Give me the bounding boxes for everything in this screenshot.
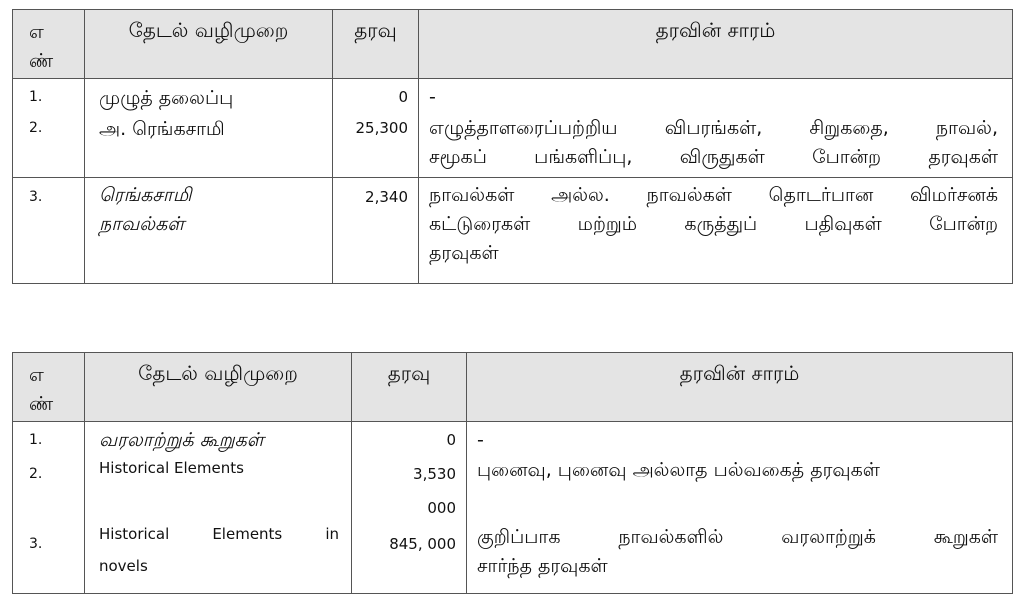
data-count: 000 bbox=[427, 499, 456, 517]
data-summary-line: தரவுகள் bbox=[429, 242, 499, 264]
row-number-cell bbox=[13, 178, 85, 284]
search-method-line: ரெங்கசாமி bbox=[99, 184, 192, 206]
data-count: 2,340 bbox=[365, 188, 408, 206]
search-method-line: novels bbox=[99, 557, 148, 575]
search-method-line: Historical Elements in bbox=[99, 525, 339, 543]
header-data: தரவு bbox=[333, 10, 419, 79]
header-search-method: தேடல் வழிமுறை bbox=[85, 353, 352, 422]
data-summary: - bbox=[429, 86, 436, 108]
header-number: எ ண் bbox=[13, 353, 85, 422]
data-summary: - bbox=[477, 429, 484, 451]
search-method-cell bbox=[85, 79, 333, 178]
data-summary-line: நாவல்கள் அல்ல. நாவல்கள் தொடர்பான விமர்சனக் bbox=[429, 184, 998, 206]
row-number: 1. bbox=[29, 432, 43, 448]
data-summary-line: கட்டுரைகள் மற்றும் கருத்துப் பதிவுகள் போன்ற bbox=[429, 213, 998, 235]
data-count: 0 bbox=[398, 88, 408, 106]
row-number: 3. bbox=[29, 189, 43, 205]
data-count-cell bbox=[333, 178, 419, 284]
search-method-cell bbox=[85, 178, 333, 284]
data-count: 845, 000 bbox=[389, 535, 456, 553]
search-method: Historical Elements bbox=[99, 459, 244, 477]
row-number-cell bbox=[13, 422, 85, 594]
row-number: 3. bbox=[29, 536, 43, 552]
table-header-row bbox=[13, 353, 1013, 422]
data-summary-cell bbox=[419, 178, 1013, 284]
search-method: முழுத் தலைப்பு bbox=[99, 87, 234, 109]
table-row bbox=[13, 422, 1013, 594]
data-count: 3,530 bbox=[413, 465, 456, 483]
table-row bbox=[13, 79, 1013, 178]
table-row bbox=[13, 178, 1013, 284]
data-summary-line: எழுத்தாளரைப்பற்றிய விபரங்கள், சிறுகதை, நாவல், bbox=[429, 117, 998, 139]
data-count: 0 bbox=[446, 431, 456, 449]
search-method: வரலாற்றுக் கூறுகள் bbox=[99, 429, 264, 451]
search-method-cell bbox=[85, 422, 352, 594]
search-results-table-1 bbox=[12, 9, 1013, 284]
row-number-cell bbox=[13, 79, 85, 178]
data-summary-line: குறிப்பாக நாவல்களில் வரலாற்றுக் கூறுகள் bbox=[477, 526, 998, 548]
row-number: 2. bbox=[29, 120, 43, 136]
header-data: தரவு bbox=[352, 353, 467, 422]
search-method: அ. ரெங்கசாமி bbox=[99, 118, 225, 140]
header-search-method: தேடல் வழிமுறை bbox=[85, 10, 333, 79]
search-method-line: நாவல்கள் bbox=[99, 213, 185, 235]
data-summary-line: சமூகப் பங்களிப்பு, விருதுகள் போன்ற தரவுகள் bbox=[429, 146, 998, 168]
header-data-summary: தரவின் சாரம் bbox=[419, 10, 1013, 79]
data-summary-line: சார்ந்த தரவுகள் bbox=[477, 555, 608, 577]
data-summary-cell bbox=[419, 79, 1013, 178]
row-number: 1. bbox=[29, 89, 43, 105]
header-data-summary: தரவின் சாரம் bbox=[467, 353, 1013, 422]
table-header-row bbox=[13, 10, 1013, 79]
row-number: 2. bbox=[29, 466, 43, 482]
data-count-cell bbox=[352, 422, 467, 594]
header-number: எ ண் bbox=[13, 10, 85, 79]
data-count: 25,300 bbox=[355, 119, 408, 137]
search-results-table-2 bbox=[12, 352, 1013, 594]
data-summary-cell bbox=[467, 422, 1013, 594]
data-count-cell bbox=[333, 79, 419, 178]
data-summary: புனைவு, புனைவு அல்லாத பல்வகைத் தரவுகள் bbox=[477, 459, 880, 481]
